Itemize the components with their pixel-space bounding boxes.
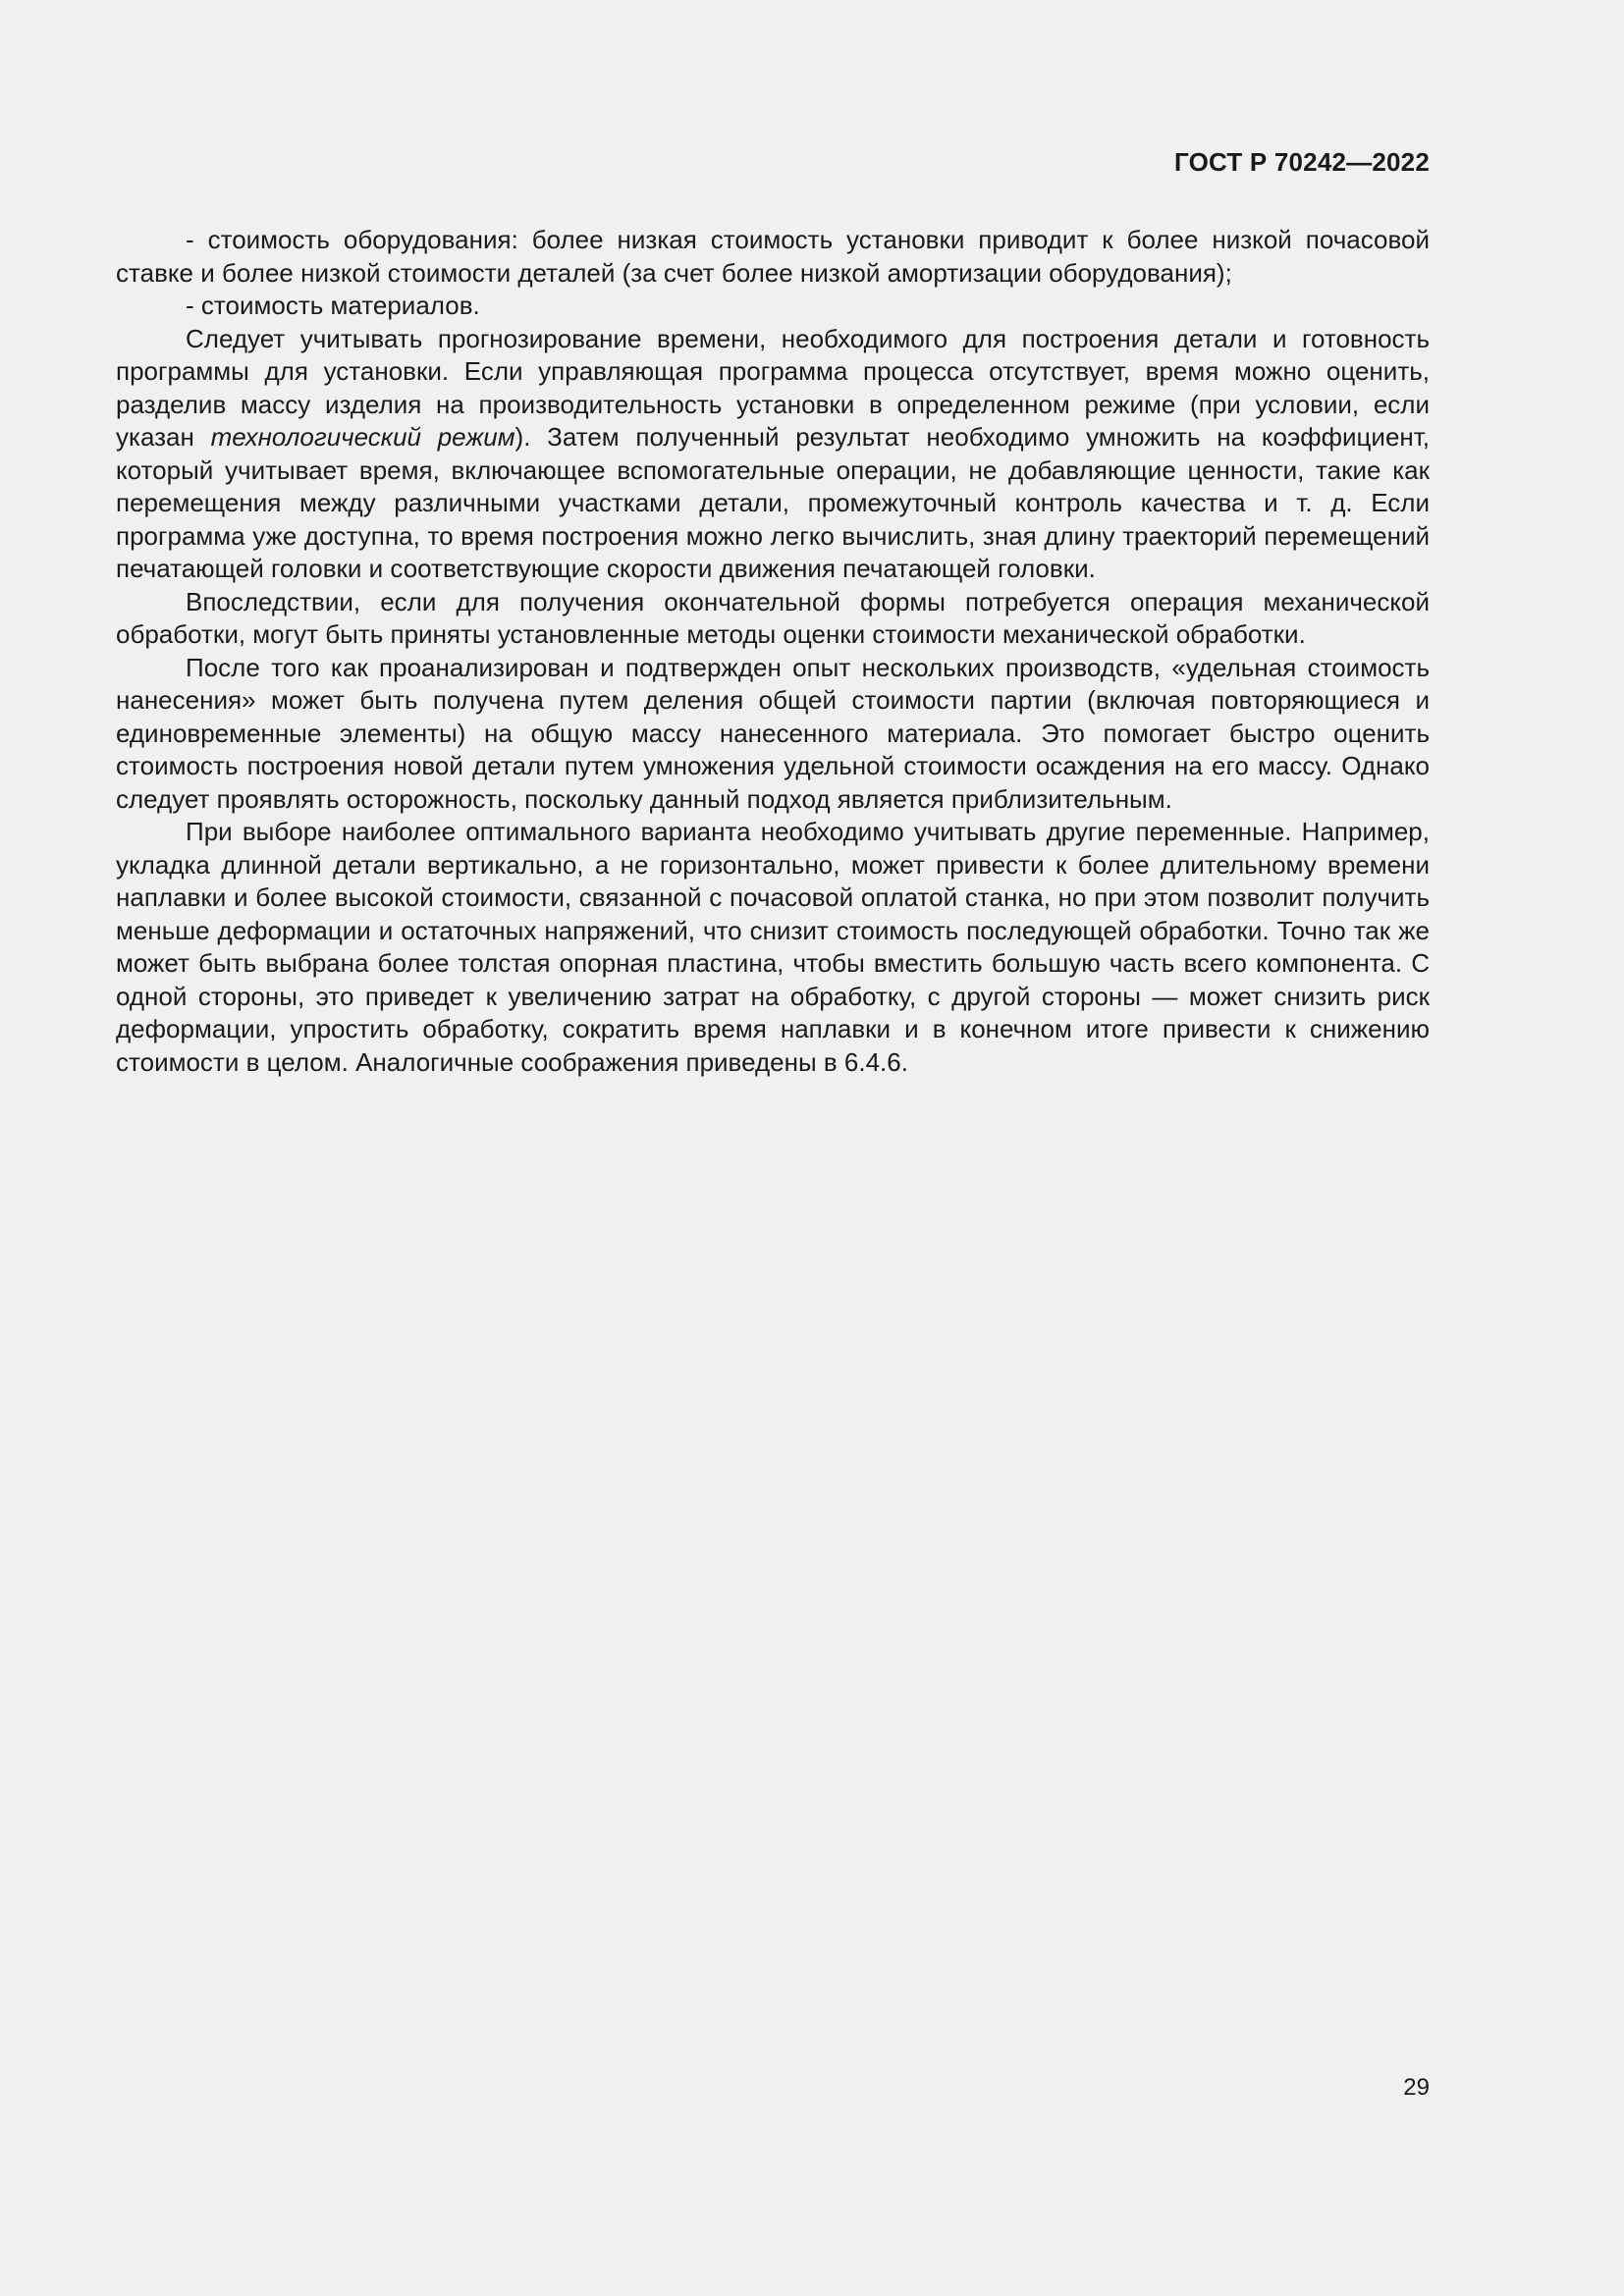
paragraph-material-cost: - стоимость материалов. bbox=[186, 291, 480, 320]
paragraph-equipment-cost: - стоимость оборудования: более низкая стоимость установки приводит к более низкой почасовой ставке и более низкой стоимости деталей (за счет более низкой амортизации оборудования); bbox=[116, 225, 1430, 288]
paragraph-build-time-before: Следует учитывать прогнозирование времени, необходимого для построения детали и готовность программы для установки. Если управляющая программа процесса отсутствует, время можно оценить, разделив массу изделия на производительность установки в определенном режиме (при условии, если указан bbox=[116, 323, 1430, 452]
paragraph-optimal-variant: При выборе наиболее оптимального варианта необходимо учитывать другие переменные. Например, укладка длинной детали вертикально, а не горизонтально, может привести к более длительному времени наплавки и более высокой стоимости, связанной с почасовой оплатой станка, но при этом позволит получить меньше деформации и остаточных напряжений, что снизит стоимость последующей обработки. Точно так же может быть выбрана более толстая опорная пластина, чтобы вместить большую часть всего компонента. С одной стороны, это приведет к увеличению затрат на обработку, с другой стороны — может снизить риск деформации, упростить обработку, сократить время наплавки и в конечном итоге привести к снижению стоимости в целом. Аналогичные соображения приведены в 6.4.6. bbox=[116, 817, 1430, 1077]
body-text bbox=[116, 224, 1430, 1079]
paragraph-unit-deposition-cost: После того как проанализирован и подтвержден опыт нескольких производств, «удельная стоимость нанесения» может быть получена путем деления общей стоимости партии (включая повторяющиеся и единовременные элементы) на общую массу нанесенного материала. Это помогает быстро оценить стоимость построения новой детали путем умножения удельной стоимости осаждения на его массу. Однако следует проявлять осторожность, поскольку данный подход является приблизительным. bbox=[116, 652, 1430, 814]
paragraph-build-time-after: ). Затем полученный результат необходимо умножить на коэффициент, который учитывает время, включающее вспомогательные операции, не добавляющие ценности, такие как перемещения между различными участками детали, промежуточный контроль качества и т. д. Если программа уже доступна, то время построения можно легко вычислить, зная длину траекторий перемещений печатающей головки и соответствующие скорости движения печатающей головки. bbox=[116, 422, 1431, 583]
document-code-header: ГОСТ Р 70242—2022 bbox=[1174, 147, 1430, 177]
page-number: 29 bbox=[1403, 2074, 1430, 2101]
paragraph-build-time bbox=[116, 323, 1430, 586]
technological-mode-term: технологический режим bbox=[210, 422, 515, 452]
paragraph-machining: Впоследствии, если для получения окончательной формы потребуется операция механической обработки, могут быть приняты установленные методы оценки стоимости механической обработки. bbox=[116, 586, 1430, 649]
